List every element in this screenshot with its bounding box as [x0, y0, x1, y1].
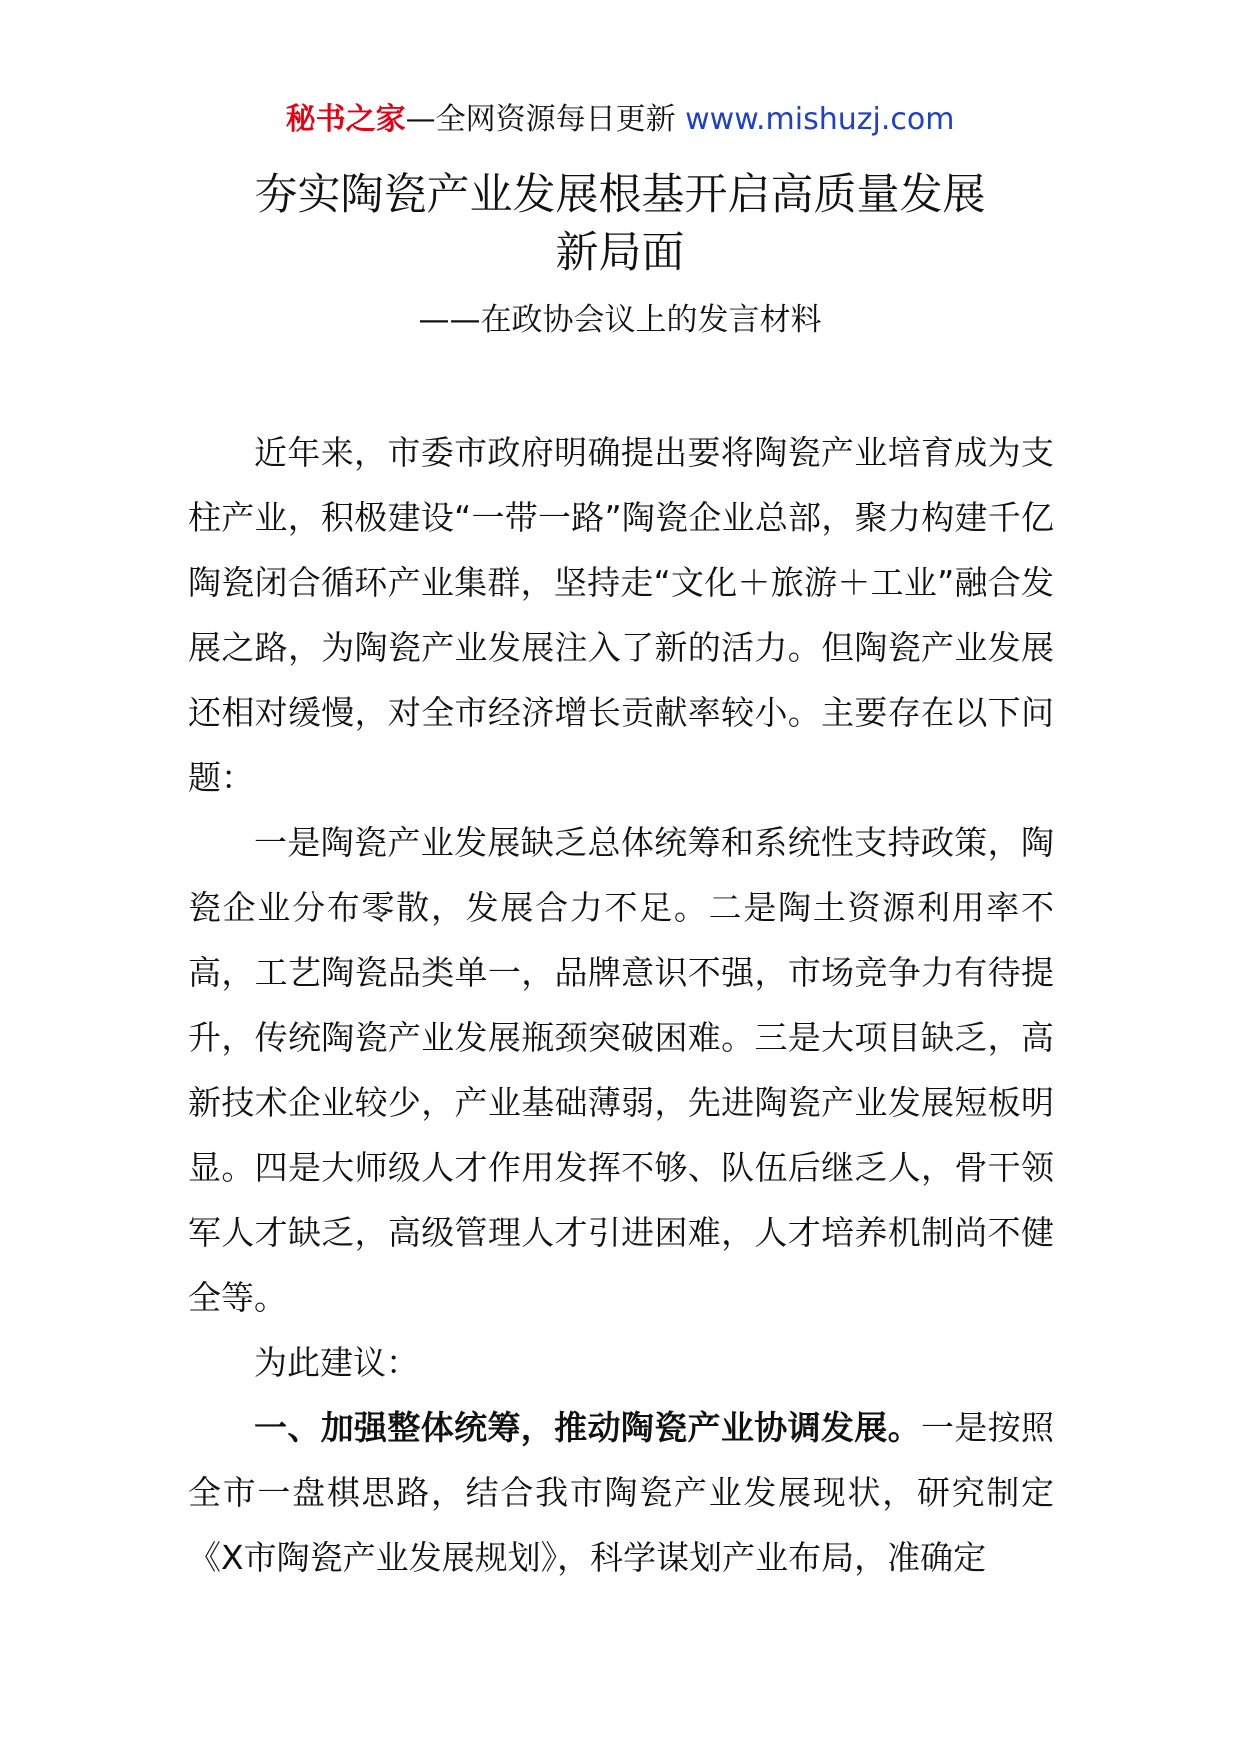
- paragraph-suggestion-intro: 为此建议：: [254, 1343, 419, 1382]
- title-line-2: 新局面: [555, 228, 685, 278]
- document-body: [188, 420, 1054, 1590]
- paragraph-problems: 一是陶瓷产业发展缺乏总体统筹和系统性支持政策，陶瓷企业分布零散，发展合力不足。二是陶土资源利用率不高，工艺陶瓷品类单一，品牌意识不强，市场竞争力有待提升，传统陶瓷产业发展瓶颈突破困难。三是大项目缺乏，高新技术企业较少，产业基础薄弱，先进陶瓷产业发展短板明显。四是大师级人才作用发挥不够、队伍后继乏人，骨干领军人才缺乏，高级管理人才引进困难，人才培养机制尚不健全等。: [188, 823, 1054, 1317]
- brand-name: 秘书之家: [285, 102, 406, 137]
- header-tagline: —全网资源每日更新: [405, 102, 676, 137]
- document-subtitle: ——在政协会议上的发言材料: [418, 302, 822, 338]
- suggestion-1-heading: 一、加强整体统筹，推动陶瓷产业协调发展。: [254, 1408, 921, 1447]
- site-url-link[interactable]: www.mishuzj.com: [685, 102, 955, 137]
- title-line-1: 夯实陶瓷产业发展根基开启高质量发展: [254, 170, 986, 220]
- suggestion-1-text: 一是按照全市一盘棋思路，结合我市陶瓷产业发展现状，研究制定《X市陶瓷产业发展规划》，科学谋划产业布局，准确定: [188, 1408, 1055, 1577]
- paragraph-intro: 近年来，市委市政府明确提出要将陶瓷产业培育成为支柱产业，积极建设“一带一路”陶瓷企业总部，聚力构建千亿陶瓷闭合循环产业集群，坚持走“文化＋旅游＋工业”融合发展之路，为陶瓷产业发展注入了新的活力。但陶瓷产业发展还相对缓慢，对全市经济增长贡献率较小。主要存在以下问题：: [188, 433, 1054, 797]
- site-header: [0, 100, 1240, 140]
- paragraph-suggestion-1: [188, 1395, 1054, 1590]
- document-title: [0, 166, 1240, 282]
